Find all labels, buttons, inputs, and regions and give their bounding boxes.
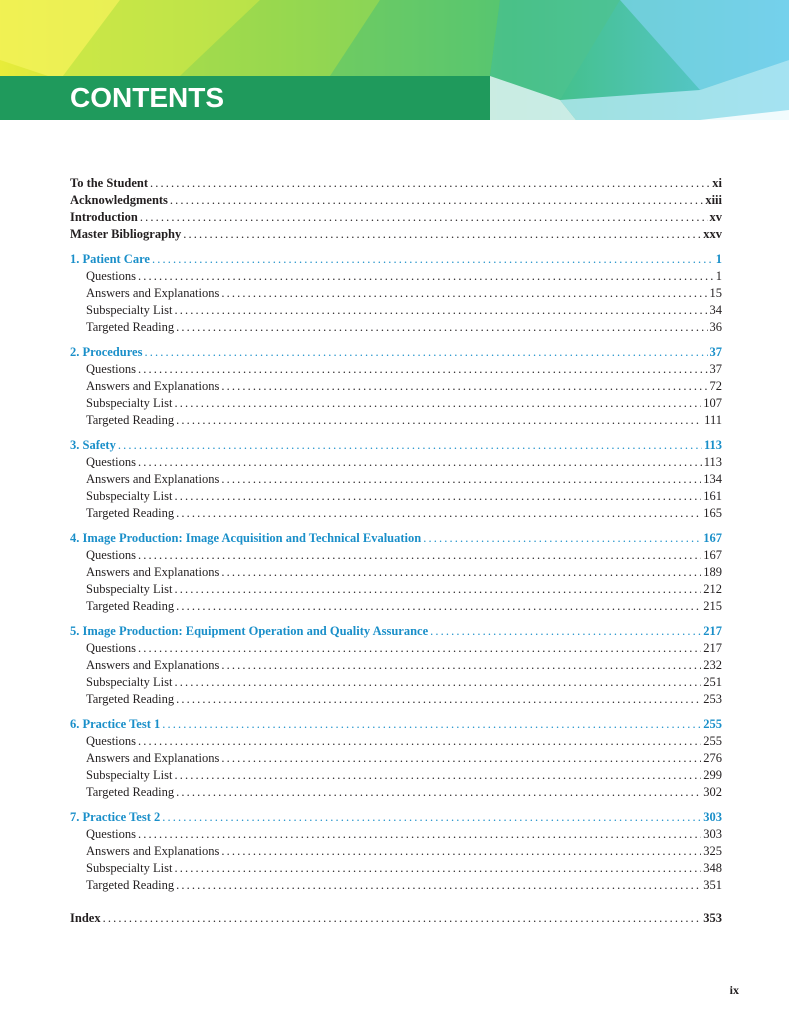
- dot-leader: [176, 877, 701, 894]
- page-title: CONTENTS: [70, 82, 224, 113]
- dot-leader: [103, 910, 702, 927]
- toc-chapter-entry: [70, 251, 722, 268]
- toc-section-entry: [70, 395, 722, 412]
- toc-section-entry: [70, 412, 722, 429]
- toc-entry-page: 161: [703, 489, 722, 503]
- toc-entry-label: Subspecialty List: [86, 396, 173, 410]
- toc-front-matter-entry: [70, 192, 722, 209]
- toc-entry-page: 189: [703, 565, 722, 579]
- toc-entry-page: 113: [703, 438, 722, 452]
- dot-leader: [183, 226, 701, 243]
- toc-index-entry: [70, 910, 722, 927]
- toc-entry-label: Targeted Reading: [86, 413, 175, 427]
- toc-section-entry: [70, 488, 722, 505]
- toc-entry-label: Questions: [86, 827, 136, 841]
- dot-leader: [174, 488, 701, 505]
- toc-section-entry: [70, 378, 722, 395]
- dot-leader: [423, 530, 701, 547]
- toc-section-entry: [70, 674, 722, 691]
- dot-leader: [138, 733, 701, 750]
- toc-entry-page: 303: [703, 827, 722, 841]
- toc-entry-page: 165: [703, 506, 722, 520]
- toc-entry-page: xv: [709, 210, 722, 224]
- toc-section-entry: [70, 471, 722, 488]
- toc-chapter-entry: [70, 623, 722, 640]
- toc-section-entry: [70, 691, 722, 708]
- dot-leader: [176, 691, 701, 708]
- toc-entry-label: Answers and Explanations: [86, 751, 220, 765]
- toc-section-entry: [70, 750, 722, 767]
- toc-section-entry: [70, 581, 722, 598]
- toc-entry-label: Questions: [86, 734, 136, 748]
- toc-entry-label: Introduction: [70, 210, 138, 224]
- toc-entry-page: 107: [703, 396, 722, 410]
- dot-leader: [221, 378, 707, 395]
- toc-entry-label: Master Bibliography: [70, 227, 182, 241]
- dot-leader: [176, 598, 701, 615]
- toc-entry-page: 351: [703, 878, 722, 892]
- toc-entry-label: Targeted Reading: [86, 320, 175, 334]
- toc-section-entry: [70, 319, 722, 336]
- toc-entry-page: 1: [715, 252, 722, 266]
- toc-entry-label: Questions: [86, 269, 136, 283]
- toc-entry-label: Targeted Reading: [86, 506, 175, 520]
- toc-entry-label: Answers and Explanations: [86, 658, 220, 672]
- toc-entry-page: 134: [703, 472, 722, 486]
- toc-entry-label: Subspecialty List: [86, 582, 173, 596]
- toc-entry-page: xxv: [703, 227, 722, 241]
- dot-leader: [138, 268, 714, 285]
- toc-entry-page: 167: [703, 548, 722, 562]
- table-of-contents: [70, 175, 722, 927]
- toc-section-entry: [70, 302, 722, 319]
- toc-entry-label: Subspecialty List: [86, 861, 173, 875]
- toc-entry-label: 4. Image Production: Image Acquisition and Technical Evaluation: [70, 531, 422, 545]
- toc-entry-label: Questions: [86, 455, 136, 469]
- toc-entry-page: 34: [709, 303, 722, 317]
- dot-leader: [176, 505, 701, 522]
- toc-entry-page: 37: [709, 345, 722, 359]
- dot-leader: [221, 564, 701, 581]
- toc-front-matter-entry: [70, 175, 722, 192]
- toc-entry-page: 302: [703, 785, 722, 799]
- dot-leader: [144, 344, 707, 361]
- toc-entry-label: 2. Procedures: [70, 345, 143, 359]
- toc-entry-label: Index: [70, 911, 101, 925]
- toc-entry-page: 1: [715, 269, 722, 283]
- toc-entry-label: Questions: [86, 641, 136, 655]
- toc-entry-label: Targeted Reading: [86, 599, 175, 613]
- toc-section-entry: [70, 640, 722, 657]
- toc-entry-label: Answers and Explanations: [86, 286, 220, 300]
- dot-leader: [138, 640, 701, 657]
- toc-section-entry: [70, 361, 722, 378]
- toc-chapter-entry: [70, 437, 722, 454]
- dot-leader: [138, 547, 701, 564]
- header-banner: [0, 0, 789, 150]
- toc-entry-label: Questions: [86, 548, 136, 562]
- toc-entry-label: 6. Practice Test 1: [70, 717, 161, 731]
- banner-graphic: [0, 0, 789, 150]
- toc-entry-page: 348: [703, 861, 722, 875]
- dot-leader: [162, 809, 701, 826]
- toc-entry-label: Subspecialty List: [86, 768, 173, 782]
- dot-leader: [174, 302, 707, 319]
- dot-leader: [174, 860, 701, 877]
- toc-entry-page: 36: [709, 320, 722, 334]
- dot-leader: [162, 716, 701, 733]
- toc-entry-page: 255: [703, 717, 722, 731]
- toc-entry-page: 72: [709, 379, 722, 393]
- dot-leader: [176, 412, 702, 429]
- dot-leader: [140, 209, 708, 226]
- toc-entry-page: 217: [703, 641, 722, 655]
- toc-entry-page: 15: [709, 286, 722, 300]
- toc-entry-page: xi: [712, 176, 722, 190]
- toc-section-entry: [70, 877, 722, 894]
- toc-chapter-entry: [70, 344, 722, 361]
- dot-leader: [176, 319, 707, 336]
- toc-front-matter-entry: [70, 209, 722, 226]
- toc-section-entry: [70, 598, 722, 615]
- toc-entry-page: xiii: [705, 193, 722, 207]
- toc-entry-label: Answers and Explanations: [86, 844, 220, 858]
- toc-chapter-entry: [70, 530, 722, 547]
- dot-leader: [221, 843, 701, 860]
- toc-entry-label: Targeted Reading: [86, 785, 175, 799]
- toc-section-entry: [70, 547, 722, 564]
- toc-entry-label: Targeted Reading: [86, 878, 175, 892]
- dot-leader: [138, 826, 701, 843]
- toc-chapter-entry: [70, 716, 722, 733]
- dot-leader: [170, 192, 703, 209]
- toc-entry-label: Answers and Explanations: [86, 565, 220, 579]
- toc-entry-label: 1. Patient Care: [70, 252, 150, 266]
- toc-section-entry: [70, 285, 722, 302]
- toc-entry-page: 232: [703, 658, 722, 672]
- toc-entry-page: 299: [703, 768, 722, 782]
- toc-entry-label: To the Student: [70, 176, 149, 190]
- toc-entry-page: 212: [703, 582, 722, 596]
- toc-section-entry: [70, 564, 722, 581]
- toc-section-entry: [70, 268, 722, 285]
- toc-entry-page: 276: [703, 751, 722, 765]
- toc-section-entry: [70, 657, 722, 674]
- dot-leader: [150, 175, 710, 192]
- toc-entry-page: 325: [703, 844, 722, 858]
- page-number: ix: [729, 983, 739, 997]
- dot-leader: [176, 784, 701, 801]
- toc-entry-label: 5. Image Production: Equipment Operation and Quality Assurance: [70, 624, 429, 638]
- toc-section-entry: [70, 843, 722, 860]
- toc-entry-label: Answers and Explanations: [86, 472, 220, 486]
- dot-leader: [174, 581, 701, 598]
- toc-entry-label: Questions: [86, 362, 136, 376]
- toc-entry-page: 217: [703, 624, 722, 638]
- toc-chapter-entry: [70, 809, 722, 826]
- dot-leader: [138, 454, 702, 471]
- dot-leader: [221, 750, 701, 767]
- toc-section-entry: [70, 505, 722, 522]
- toc-section-entry: [70, 826, 722, 843]
- toc-entry-label: 7. Practice Test 2: [70, 810, 161, 824]
- toc-section-entry: [70, 767, 722, 784]
- dot-leader: [152, 251, 714, 268]
- dot-leader: [221, 657, 701, 674]
- toc-entry-page: 113: [703, 455, 722, 469]
- toc-entry-label: Answers and Explanations: [86, 379, 220, 393]
- toc-entry-page: 353: [703, 911, 722, 925]
- dot-leader: [174, 395, 701, 412]
- toc-section-entry: [70, 454, 722, 471]
- toc-entry-label: 3. Safety: [70, 438, 116, 452]
- toc-entry-page: 253: [703, 692, 722, 706]
- toc-entry-page: 255: [703, 734, 722, 748]
- toc-entry-page: 37: [709, 362, 722, 376]
- toc-section-entry: [70, 784, 722, 801]
- toc-entry-page: 303: [703, 810, 722, 824]
- toc-entry-label: Acknowledgments: [70, 193, 168, 207]
- dot-leader: [430, 623, 701, 640]
- toc-section-entry: [70, 860, 722, 877]
- dot-leader: [174, 674, 701, 691]
- dot-leader: [221, 285, 707, 302]
- toc-section-entry: [70, 733, 722, 750]
- toc-entry-label: Targeted Reading: [86, 692, 175, 706]
- toc-entry-label: Subspecialty List: [86, 489, 173, 503]
- toc-entry-label: Subspecialty List: [86, 675, 173, 689]
- toc-entry-page: 111: [704, 413, 722, 427]
- toc-front-matter-entry: [70, 226, 722, 243]
- toc-entry-page: 215: [703, 599, 722, 613]
- toc-entry-page: 251: [703, 675, 722, 689]
- toc-entry-page: 167: [703, 531, 722, 545]
- dot-leader: [174, 767, 701, 784]
- dot-leader: [221, 471, 701, 488]
- dot-leader: [138, 361, 708, 378]
- dot-leader: [118, 437, 702, 454]
- toc-entry-label: Subspecialty List: [86, 303, 173, 317]
